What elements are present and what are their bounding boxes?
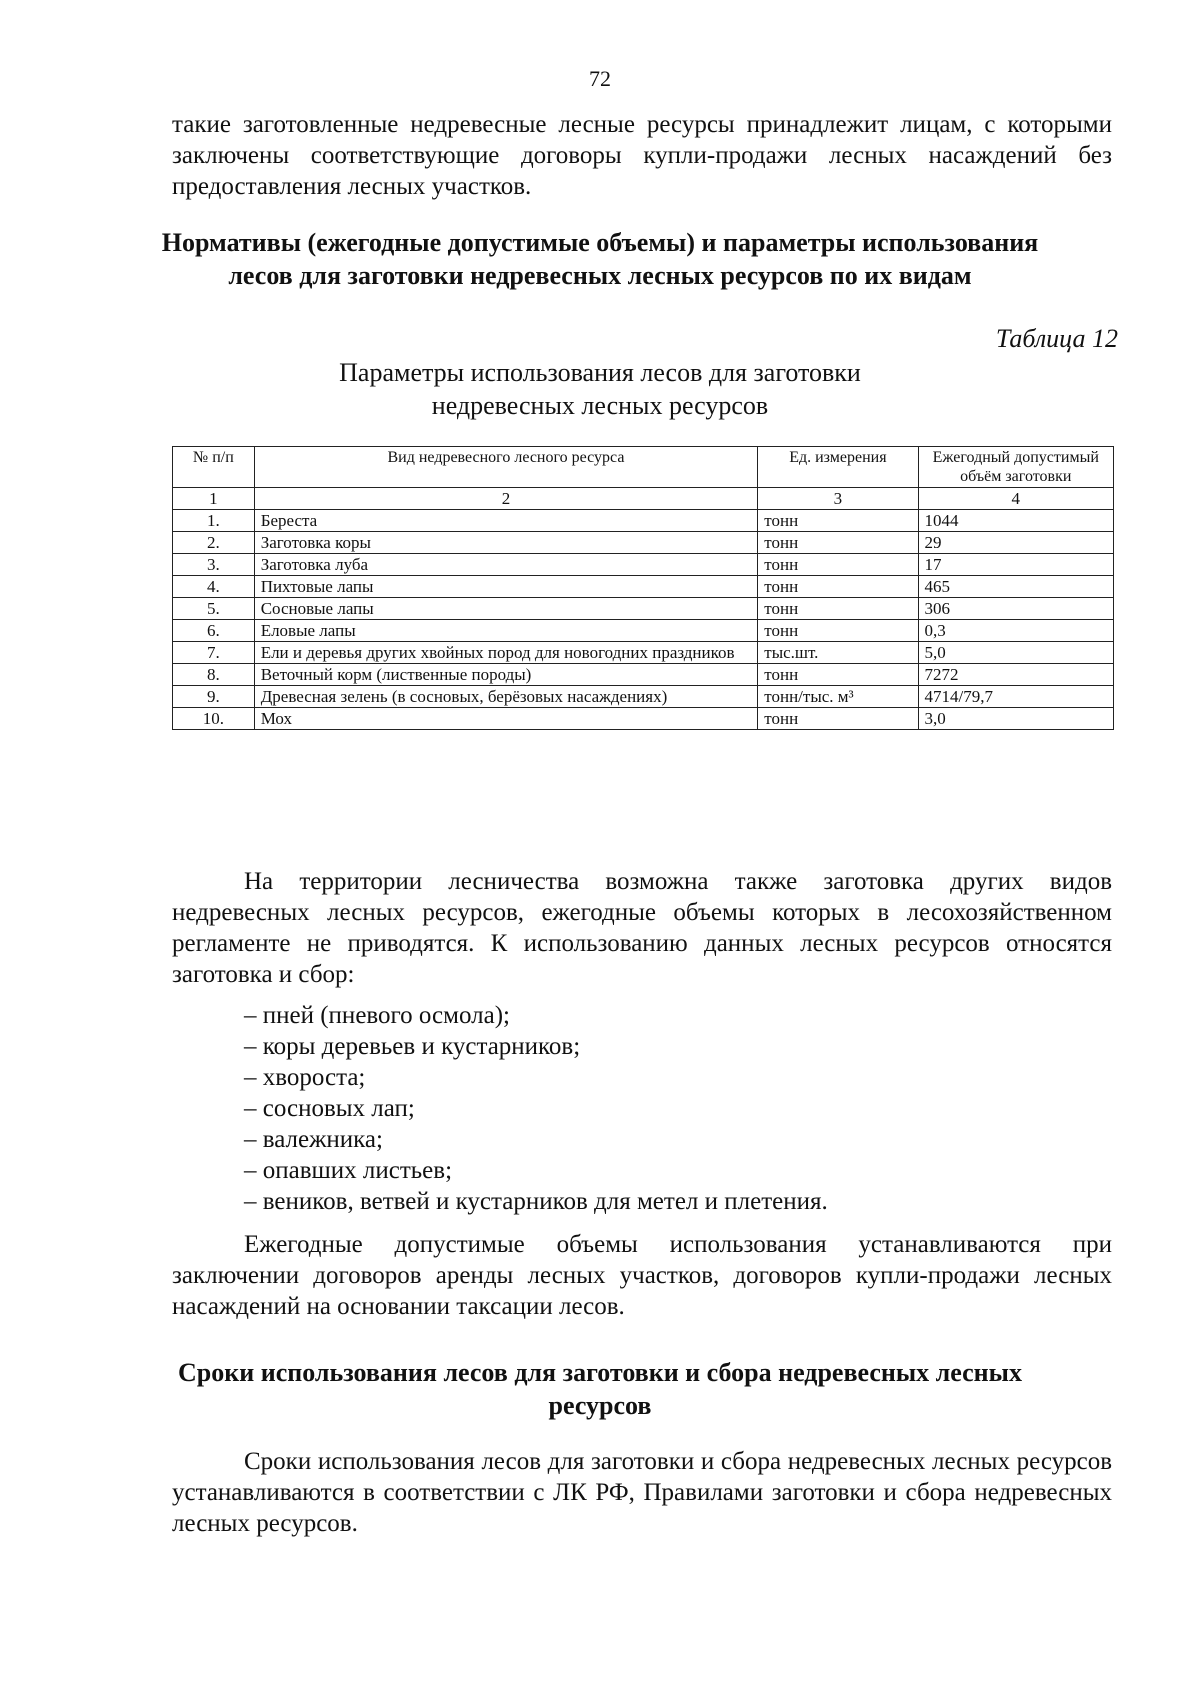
column-number: 4	[918, 488, 1113, 510]
paragraph-terms: Сроки использования лесов для заготовки и сбора недревесных лесных ресурсов устанавливаются в соответствии с ЛК РФ, Правилами заготовки и сбора недревесных лесных ресурсов.	[172, 1448, 1112, 1537]
annual-volume: 3,0	[918, 708, 1113, 730]
table-header-row	[173, 447, 1114, 488]
resource-type: Заготовка коры	[254, 532, 758, 554]
row-number: 5.	[173, 598, 255, 620]
table-row	[173, 598, 1114, 620]
annual-volume: 4714/79,7	[918, 686, 1113, 708]
column-number-row	[173, 488, 1114, 510]
page-number: 72	[589, 66, 611, 91]
parameters-table	[172, 446, 1114, 730]
resource-dash-list	[244, 1000, 828, 1217]
row-number: 6.	[173, 620, 255, 642]
list-item: – пней (пневого осмола);	[244, 1000, 828, 1031]
header-cell: Ежегодный допустимый объём заготовки	[918, 447, 1113, 488]
header-cell: № п/п	[173, 447, 255, 488]
row-number: 7.	[173, 642, 255, 664]
table-number: Таблица 12	[995, 324, 1118, 353]
annual-volume: 5,0	[918, 642, 1113, 664]
resource-type: Ели и деревья других хвойных пород для новогодних праздников	[254, 642, 758, 664]
resource-type: Веточный корм (лиственные породы)	[254, 664, 758, 686]
row-number: 1.	[173, 510, 255, 532]
list-item: – хвороста;	[244, 1062, 828, 1093]
resource-type: Пихтовые лапы	[254, 576, 758, 598]
section-heading: Нормативы (ежегодные допустимые объемы) и параметры использования лесов для заготовки недревесных лесных ресурсов по их видам	[161, 228, 1039, 290]
table-row	[173, 686, 1114, 708]
intro-paragraph: такие заготовленные недревесные лесные ресурсы принадлежит лицам, с которыми заключены соответствующие договоры купли-продажи лесных насаждений без предоставления лесных участков.	[172, 111, 1112, 200]
row-number: 10.	[173, 708, 255, 730]
annual-volume: 465	[918, 576, 1113, 598]
resource-type: Древесная зелень (в сосновых, берёзовых насаждениях)	[254, 686, 758, 708]
unit: тонн/тыс. м³	[758, 686, 918, 708]
row-number: 4.	[173, 576, 255, 598]
header-cell: Вид недревесного лесного ресурса	[254, 447, 758, 488]
table-row	[173, 620, 1114, 642]
row-number: 3.	[173, 554, 255, 576]
unit: тонн	[758, 598, 918, 620]
table-row	[173, 554, 1114, 576]
row-number: 9.	[173, 686, 255, 708]
annual-volume: 29	[918, 532, 1113, 554]
annual-volume: 0,3	[918, 620, 1113, 642]
annual-volume: 306	[918, 598, 1113, 620]
table-title: Параметры использования лесов для заготовки недревесных лесных ресурсов	[339, 358, 861, 420]
row-number: 2.	[173, 532, 255, 554]
unit: тонн	[758, 664, 918, 686]
list-item: – веников, ветвей и кустарников для метел и плетения.	[244, 1186, 828, 1217]
list-item: – сосновых лап;	[244, 1093, 828, 1124]
paragraph-annual-volumes: Ежегодные допустимые объемы использования устанавливаются при заключении договоров аренды лесных участков, договоров купли-продажи лесных насаждений на основании таксации лесов.	[172, 1231, 1112, 1320]
unit: тонн	[758, 510, 918, 532]
unit: тонн	[758, 620, 918, 642]
resource-type: Сосновые лапы	[254, 598, 758, 620]
header-cell: Ед. измерения	[758, 447, 918, 488]
paragraph-other-resources: На территории лесничества возможна также заготовка других видов недревесных лесных ресурсов, ежегодные объемы которых в лесохозяйственном регламенте не приводятся. К использованию данных лесных ресурсов относятся заготовка и сбор:	[172, 868, 1112, 988]
annual-volume: 1044	[918, 510, 1113, 532]
resource-type: Мох	[254, 708, 758, 730]
annual-volume: 17	[918, 554, 1113, 576]
column-number: 2	[254, 488, 758, 510]
list-item: – валежника;	[244, 1124, 828, 1155]
table-row	[173, 532, 1114, 554]
unit: тыс.шт.	[758, 642, 918, 664]
section-heading-2: Сроки использования лесов для заготовки и сбора недревесных лесных ресурсов	[178, 1358, 1022, 1420]
column-number: 3	[758, 488, 918, 510]
annual-volume: 7272	[918, 664, 1113, 686]
row-number: 8.	[173, 664, 255, 686]
resource-type: Береста	[254, 510, 758, 532]
list-item: – опавших листьев;	[244, 1155, 828, 1186]
table-row	[173, 576, 1114, 598]
table-row	[173, 642, 1114, 664]
table-row	[173, 664, 1114, 686]
resource-type: Еловые лапы	[254, 620, 758, 642]
table-row	[173, 510, 1114, 532]
column-number: 1	[173, 488, 255, 510]
unit: тонн	[758, 554, 918, 576]
unit: тонн	[758, 708, 918, 730]
unit: тонн	[758, 532, 918, 554]
table-row	[173, 708, 1114, 730]
resource-type: Заготовка луба	[254, 554, 758, 576]
unit: тонн	[758, 576, 918, 598]
list-item: – коры деревьев и кустарников;	[244, 1031, 828, 1062]
